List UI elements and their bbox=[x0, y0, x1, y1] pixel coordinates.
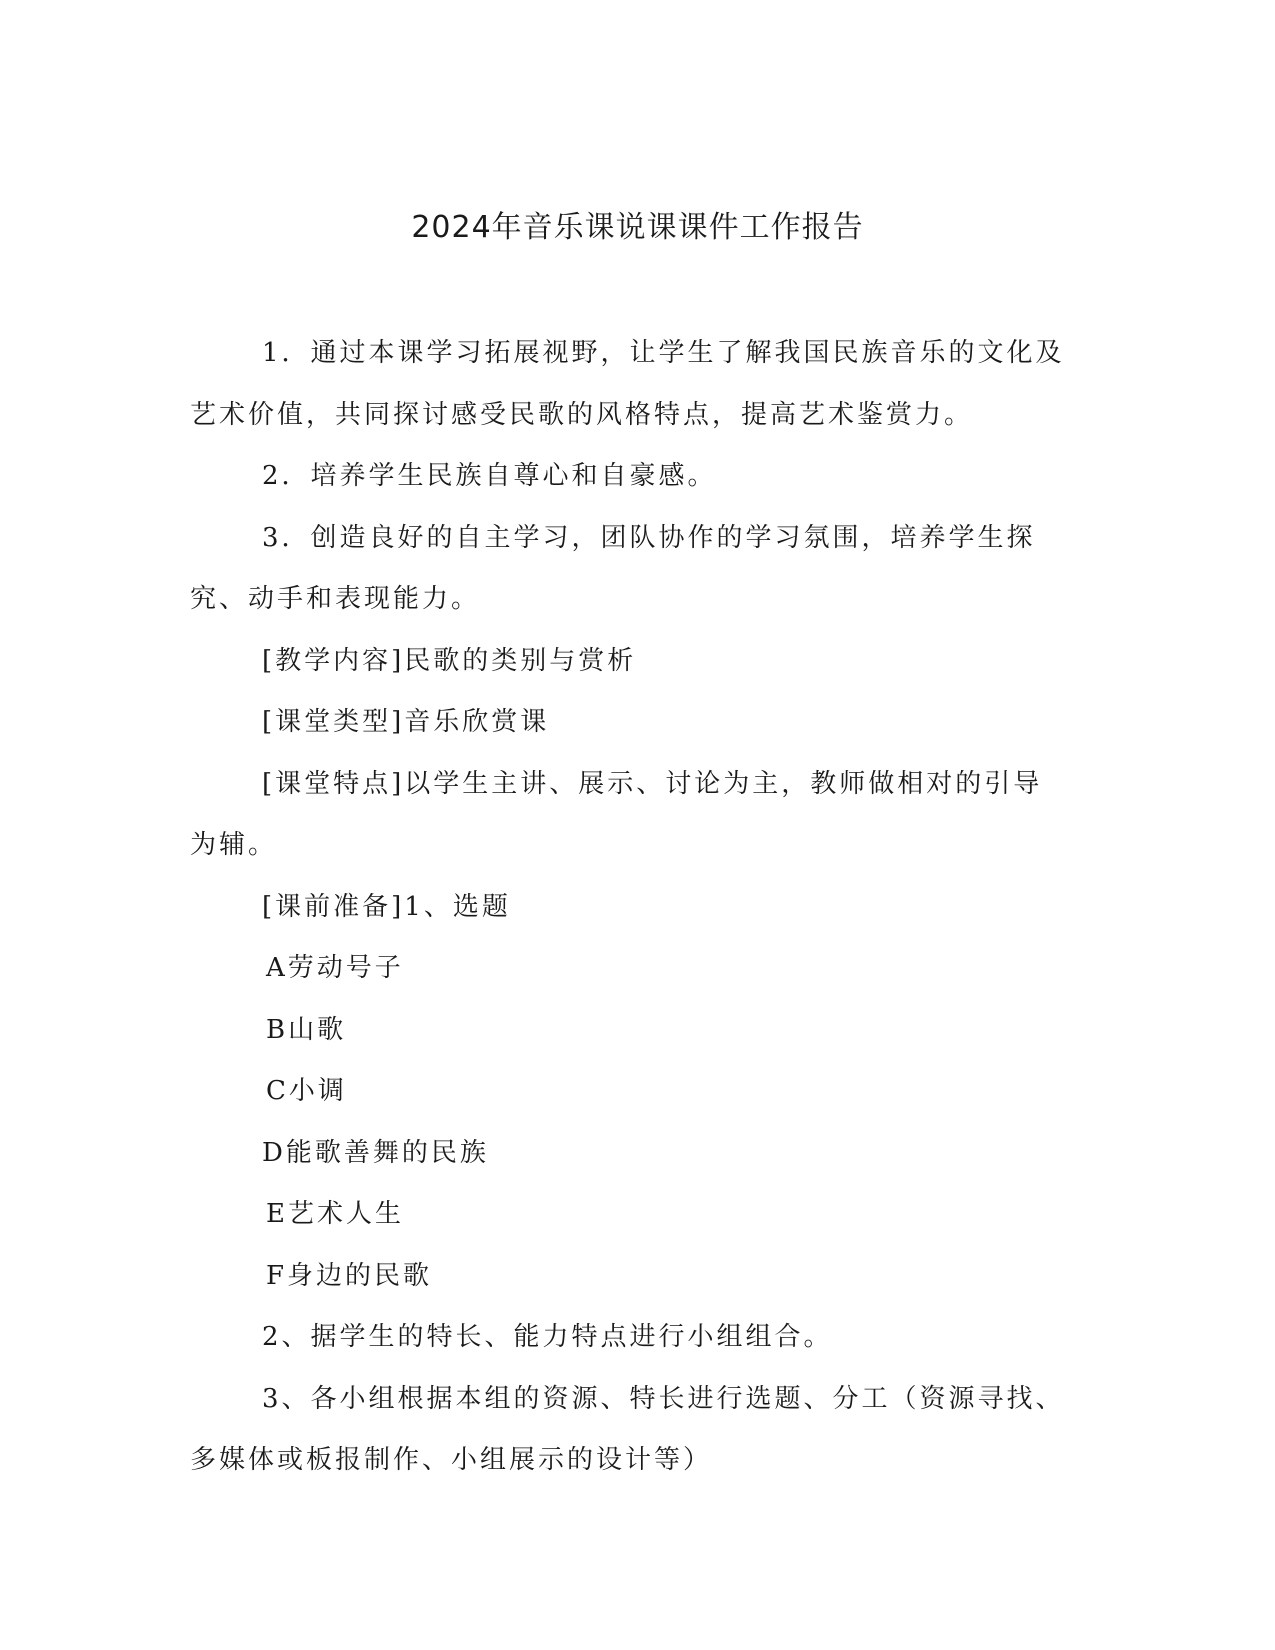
paragraph-objective-1: 1．通过本课学习拓展视野，让学生了解我国民族音乐的文化及艺术价值，共同探讨感受民歌的风格特点，提高艺术鉴赏力。 bbox=[190, 338, 1065, 430]
document-title: 2024年音乐课说课课件工作报告 bbox=[411, 210, 864, 245]
list-item-topic-e: E艺术人生 bbox=[266, 1199, 404, 1229]
list-item-topic-a: A劳动号子 bbox=[266, 953, 404, 983]
list-item-topic-d: D能歌善舞的民族 bbox=[262, 1137, 489, 1168]
paragraph-teaching-content: [教学内容]民歌的类别与赏析 bbox=[262, 645, 637, 676]
list-item-topic-c: C小调 bbox=[266, 1076, 347, 1106]
paragraph-grouping: 2、据学生的特长、能力特点进行小组组合。 bbox=[262, 1322, 833, 1352]
list-item-topic-b: B山歌 bbox=[266, 1014, 347, 1045]
paragraph-division-of-work: 3、各小组根据本组的资源、特长进行选题、分工（资源寻找、多媒体或板报制作、小组展示的设计等） bbox=[190, 1383, 1065, 1475]
list-item-topic-f: F身边的民歌 bbox=[266, 1260, 433, 1291]
paragraph-class-features: [课堂特点]以学生主讲、展示、讨论为主，教师做相对的引导为辅。 bbox=[190, 768, 1043, 860]
paragraph-preparation: [课前准备]1、选题 bbox=[262, 891, 511, 922]
paragraph-objective-3: 3．创造良好的自主学习，团队协作的学习氛围，培养学生探究、动手和表现能力。 bbox=[190, 522, 1036, 614]
paragraph-objective-2: 2．培养学生民族自尊心和自豪感。 bbox=[262, 461, 717, 491]
document-body bbox=[190, 323, 1070, 1492]
paragraph-class-type: [课堂类型]音乐欣赏课 bbox=[262, 707, 550, 737]
